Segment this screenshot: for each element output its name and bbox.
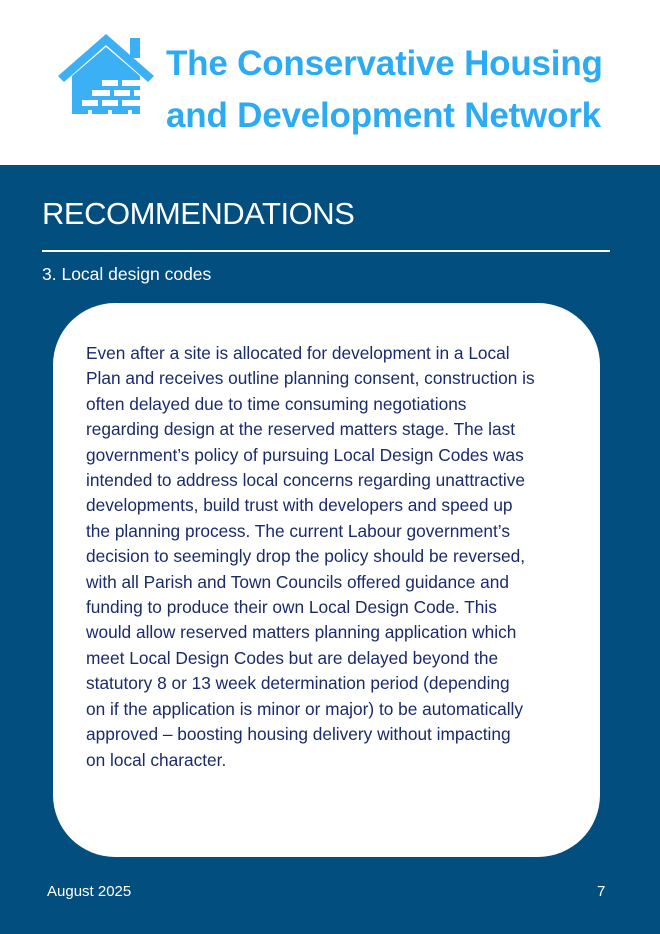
body-line: Plan and receives outline planning consent, construction is: [86, 368, 535, 389]
body-line: statutory 8 or 13 week determination period (depending: [86, 673, 510, 694]
body-line: government’s policy of pursuing Local Design Codes was: [86, 444, 524, 465]
body-line: would allow reserved matters planning application which: [86, 622, 517, 643]
page-header: [0, 0, 660, 165]
house-with-bricks-icon: [58, 32, 154, 114]
body-line: regarding design at the reserved matters stage. The last: [86, 419, 516, 440]
body-line: decision to seemingly drop the policy should be reversed,: [86, 546, 526, 567]
body-line: approved – boosting housing delivery without impacting: [86, 724, 511, 745]
organization-name: [166, 38, 603, 142]
section-subtitle: 3. Local design codes: [42, 264, 212, 284]
footer-date: August 2025: [47, 883, 132, 900]
body-line: Even after a site is allocated for development in a Local: [86, 343, 510, 363]
organization-name-line2: and Development Network: [166, 96, 601, 135]
body-line: funding to produce their own Local Design Code. This: [86, 597, 497, 618]
page-number: 7: [597, 883, 606, 900]
section-title: RECOMMENDATIONS: [42, 196, 355, 231]
body-line: with all Parish and Town Councils offered guidance and: [86, 571, 510, 592]
body-line: often delayed due to time consuming negotiations: [86, 393, 467, 414]
body-line: on if the application is minor or major) to be automatically: [86, 698, 524, 719]
body-line: meet Local Design Codes but are delayed beyond the: [86, 647, 499, 668]
organization-name-line1: The Conservative Housing: [166, 44, 603, 83]
body-line: the planning process. The current Labour government’s: [86, 520, 510, 541]
title-divider: [42, 250, 610, 252]
body-line: on local character.: [86, 749, 227, 770]
body-paragraph: [86, 341, 596, 773]
body-line: intended to address local concerns regarding unattractive: [86, 470, 526, 491]
body-line: developments, build trust with developers and speed up: [86, 495, 513, 516]
